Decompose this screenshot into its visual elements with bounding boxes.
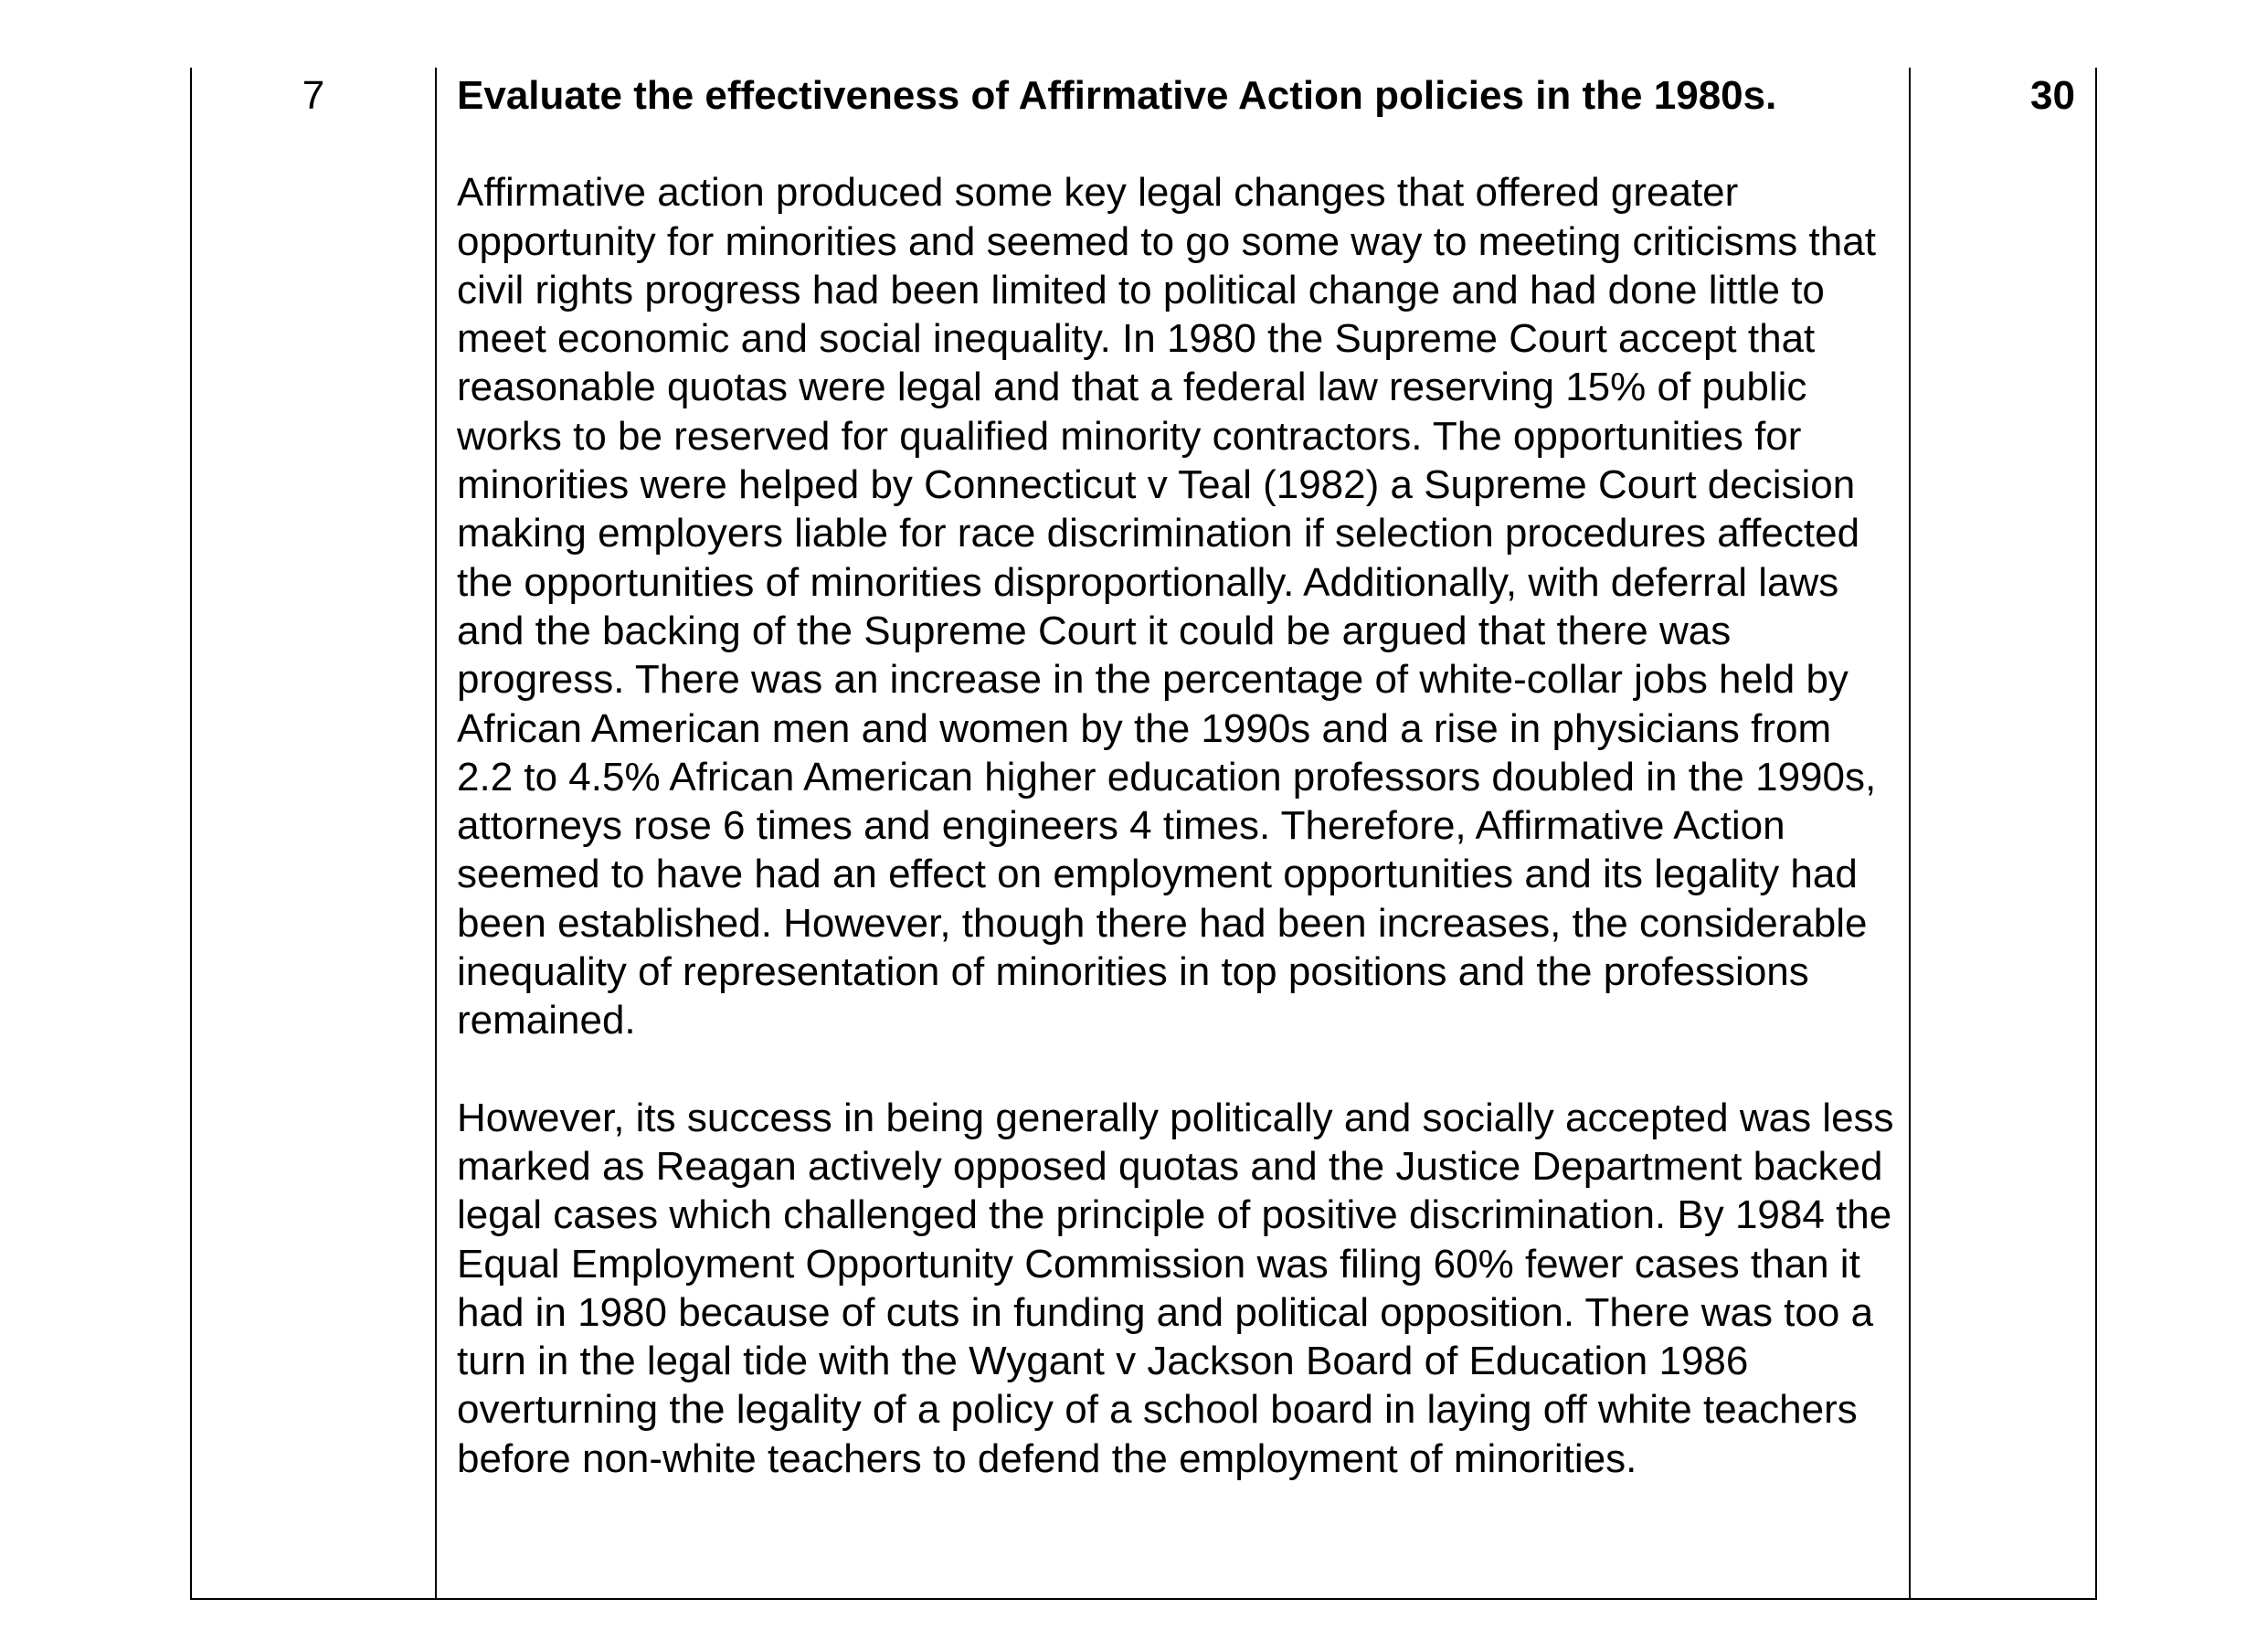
answer-paragraph: Affirmative action produced some key legal changes that offered greater opportunity for minorities and seemed to go some way to meeting criticisms that civil rights progress had been limited to political change and had done little to meet economic and social inequality. In 1980 the Supreme Court accept that reasonable quotas were legal and that a federal law reserving 15% of public works to be reserved for qualified minority contractors. The opportunities for minorities were helped by Connecticut v Teal (1982) a Supreme Court decision making employers liable for race discrimination if selection procedures affected the opportunities of minorities disproportionally. Additionally, with deferral laws and the backing of the Supreme Court it could be argued that there was progress. There was an increase in the percentage of white-collar jobs held by African American men and women by the 1990s and a rise in physicians from 2.2 to 4.5% African American higher education professors doubled in the 1990s, attorneys rose 6 times and engineers 4 times. Therefore, Affirmative Action seemed to have had an effect on employment opportunities and its legality had been established. However, though there had been increases, the considerable inequality of representation of minorities in top positions and the professions remained. [457,170,1877,1043]
question-number: 7 [302,73,325,118]
mark-scheme-table [190,68,2097,1600]
question-marks: 30 [2030,73,2075,118]
column-divider [1909,68,1911,1598]
answer-paragraph: However, its success in being generally politically and socially accepted was less marked as Reagan actively opposed quotas and the Justice Department backed legal cases which challenged the principle of positive discrimination. By 1984 the Equal Employment Opportunity Commission was filing 60% fewer cases than it had in 1980 because of cuts in funding and political opposition. There was too a turn in the legal tide with the Wygant v Jackson Board of Education 1986 overturning the legality of a policy of a school board in laying off white teachers before non-white teachers to defend the employment of minorities. [457,1095,1894,1481]
column-divider [435,68,437,1598]
question-content [457,71,1896,1483]
question-title: Evaluate the effectiveness of Affirmative Action policies in the 1980s. [457,73,1777,118]
